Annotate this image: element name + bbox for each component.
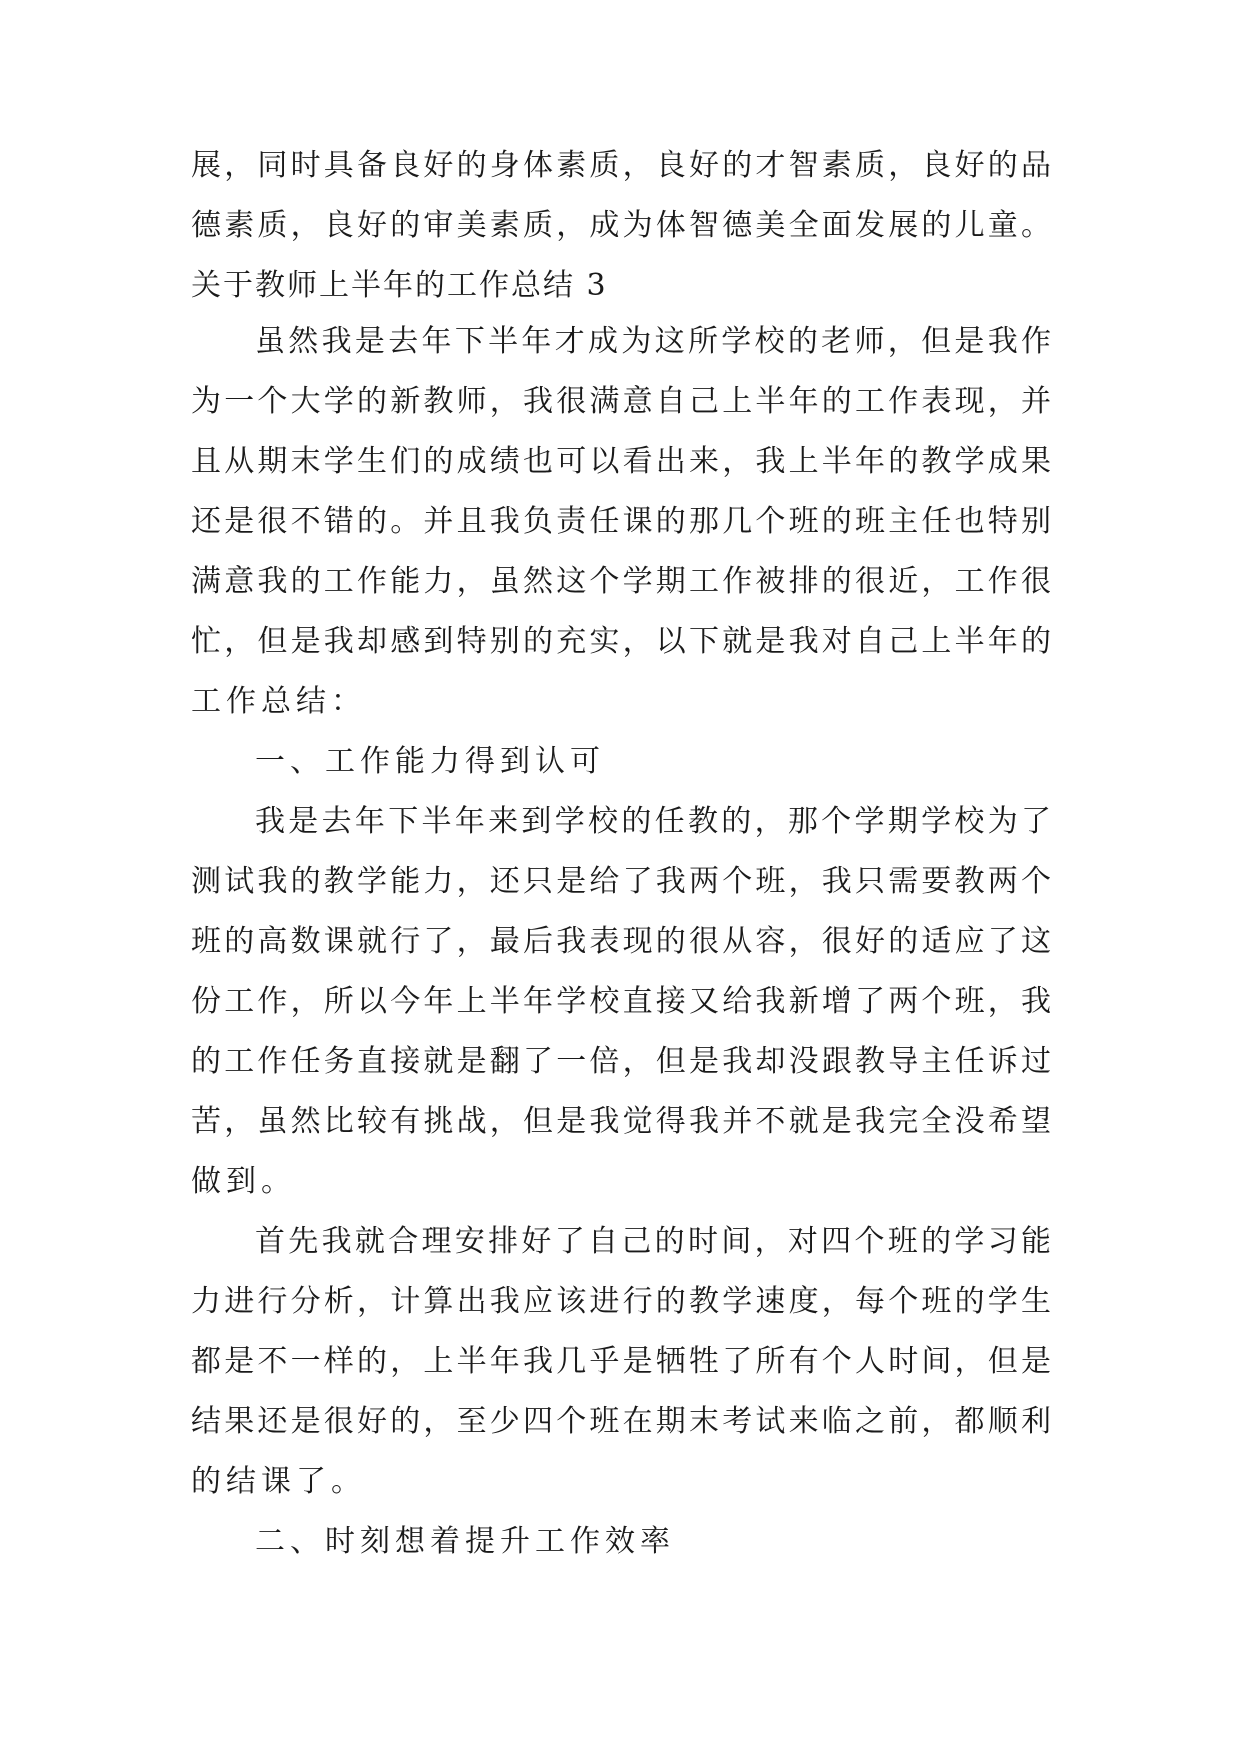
text-line: 为一个大学的新教师，我很满意自己上半年的工作表现，并 — [191, 384, 1051, 419]
text-line: 且从期末学生们的成绩也可以看出来，我上半年的教学成果 — [191, 444, 1051, 479]
text-line: 的结课了。 — [191, 1464, 366, 1499]
text-line: 展，同时具备良好的身体素质，良好的才智素质，良好的品 — [191, 148, 1051, 183]
text-line: 都是不一样的，上半年我几乎是牺牲了所有个人时间，但是 — [191, 1344, 1051, 1379]
text-line: 份工作，所以今年上半年学校直接又给我新增了两个班，我 — [191, 984, 1051, 1019]
subheading: 一、工作能力得到认可 — [255, 744, 605, 779]
text-line: 忙，但是我却感到特别的充实，以下就是我对自己上半年的 — [191, 624, 1051, 659]
text-line: 苦，虽然比较有挑战，但是我觉得我并不就是我完全没希望 — [191, 1104, 1051, 1139]
text-line: 的工作任务直接就是翻了一倍，但是我却没跟教导主任诉过 — [191, 1044, 1051, 1079]
text-line: 还是很不错的。并且我负责任课的那几个班的班主任也特别 — [191, 504, 1051, 539]
text-line: 测试我的教学能力，还只是给了我两个班，我只需要教两个 — [191, 864, 1051, 899]
text-line: 满意我的工作能力，虽然这个学期工作被排的很近，工作很 — [191, 564, 1051, 599]
text-line: 工作总结： — [191, 684, 366, 719]
paragraph-first-line: 首先我就合理安排好了自己的时间，对四个班的学习能 — [255, 1224, 1051, 1259]
text-line: 班的高数课就行了，最后我表现的很从容，很好的适应了这 — [191, 924, 1051, 959]
paragraph-first-line: 我是去年下半年来到学校的任教的，那个学期学校为了 — [255, 804, 1051, 839]
text-line: 做到。 — [191, 1164, 296, 1199]
section-title: 关于教师上半年的工作总结 3 — [191, 268, 608, 303]
paragraph-first-line: 虽然我是去年下半年才成为这所学校的老师，但是我作 — [255, 324, 1051, 359]
text-line: 德素质，良好的审美素质，成为体智德美全面发展的儿童。 — [191, 208, 1051, 243]
text-line: 结果还是很好的，至少四个班在期末考试来临之前，都顺利 — [191, 1404, 1051, 1439]
text-line: 力进行分析，计算出我应该进行的教学速度，每个班的学生 — [191, 1284, 1051, 1319]
subheading: 二、时刻想着提升工作效率 — [255, 1524, 675, 1559]
